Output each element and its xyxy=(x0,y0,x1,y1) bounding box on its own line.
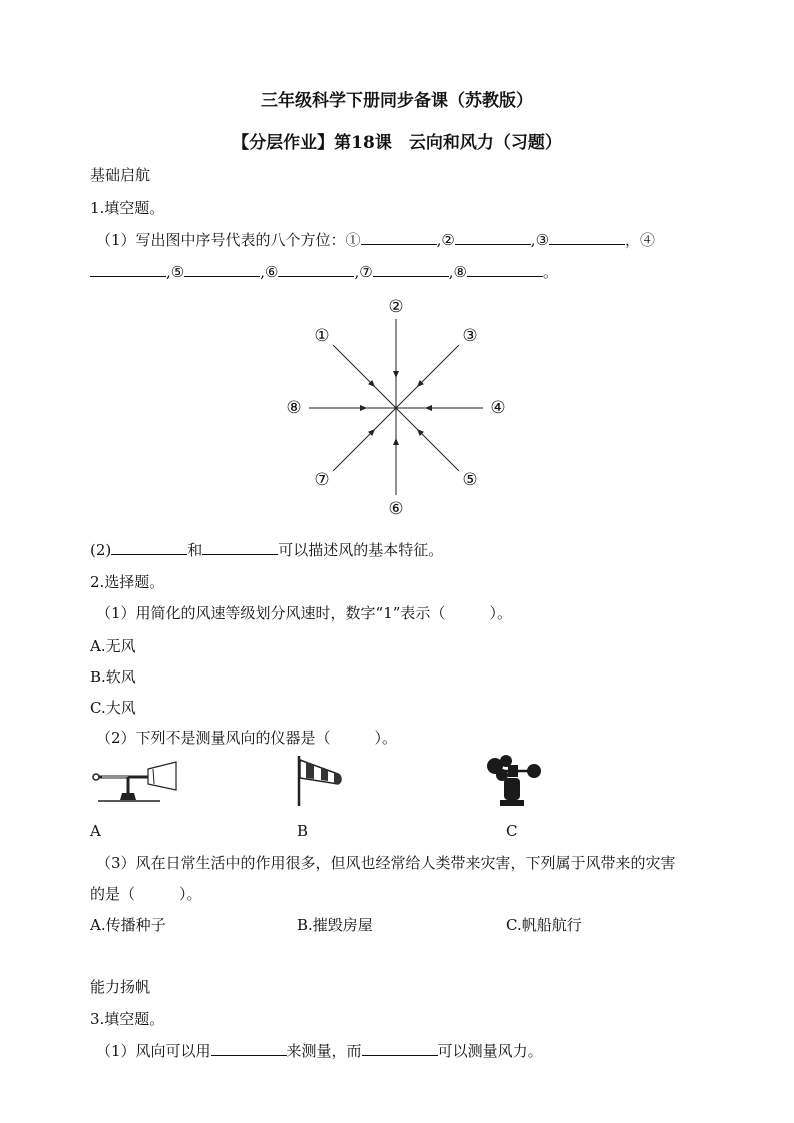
question-1-part-1-line-1 xyxy=(96,229,655,250)
question-2-part-1-stem xyxy=(96,602,512,623)
answer-blank-5[interactable] xyxy=(184,262,260,277)
compass-label-1: ① xyxy=(314,326,330,346)
question-2-part-3-stem-line-1: （3）风在日常生活中的作用很多，但风也经常给人类带来灾害，下列属于风带来的灾害 xyxy=(96,854,676,872)
anemometer-icon[interactable] xyxy=(482,752,552,812)
compass-label-2: ② xyxy=(388,297,404,317)
answer-blank-10[interactable] xyxy=(202,540,278,555)
image-label-a: A xyxy=(90,822,101,840)
option-a-spread-seeds[interactable]: A.传播种子 xyxy=(90,916,166,934)
sentence-end: 。 xyxy=(542,263,558,281)
stem-text: （1）用简化的风速等级划分风速时，数字“1”表示（ xyxy=(96,604,446,622)
compass-label-6: ⑥ xyxy=(388,499,404,519)
question-3-heading: 3.填空题。 xyxy=(90,1010,165,1028)
answer-blank-6[interactable] xyxy=(278,262,354,277)
option-b-destroy-houses[interactable]: B.摧毁房屋 xyxy=(297,916,373,934)
option-a-no-wind[interactable]: A.无风 xyxy=(90,637,136,655)
question-1-part-1-line-2 xyxy=(90,261,558,282)
compass-diagram xyxy=(277,290,517,530)
wind-vane-icon[interactable] xyxy=(88,755,188,805)
separator: , xyxy=(260,263,266,281)
question-2-part-2-stem xyxy=(96,727,397,748)
arrow-northwest xyxy=(333,345,375,387)
marker-2: ② xyxy=(441,231,455,249)
arrow-southwest xyxy=(333,429,375,471)
stem-text: （2）下列不是测量风向的仪器是（ xyxy=(96,729,331,747)
option-c-sailing[interactable]: C.帆船航行 xyxy=(506,916,582,934)
arrow-southeast xyxy=(417,429,459,471)
marker-6: ⑥ xyxy=(265,263,279,281)
stem-text-end: ）。 xyxy=(374,729,398,747)
image-label-b: B xyxy=(297,822,309,840)
compass-label-5: ⑤ xyxy=(462,470,478,490)
section-heading-ability: 能力扬帆 xyxy=(90,978,151,996)
marker-3: ③ xyxy=(535,231,550,249)
compass-label-4: ④ xyxy=(490,398,506,418)
image-label-c: C xyxy=(506,822,518,840)
separator: , xyxy=(530,231,536,249)
compass-label-8: ⑧ xyxy=(286,398,302,418)
compass-label-7: ⑦ xyxy=(314,470,330,490)
question-2-heading: 2.选择题。 xyxy=(90,573,165,591)
option-b-light-air[interactable]: B.软风 xyxy=(90,668,136,686)
answer-blank-1[interactable] xyxy=(361,230,437,245)
separator: , xyxy=(354,263,360,281)
compass-label-3: ③ xyxy=(462,326,478,346)
question-1-part-2 xyxy=(90,539,443,560)
marker-4: ④ xyxy=(640,231,656,249)
question-1-heading: 1.填空题。 xyxy=(90,199,165,217)
question-1-part-2-suffix: 可以描述风的基本特征。 xyxy=(278,541,444,559)
stem-text-end: ）。 xyxy=(179,885,202,903)
marker-1: ① xyxy=(345,231,361,249)
windsock-icon[interactable] xyxy=(294,752,354,810)
answer-blank-3[interactable] xyxy=(549,230,625,245)
answer-blank-7[interactable] xyxy=(373,262,449,277)
answer-blank-12[interactable] xyxy=(362,1041,438,1056)
lesson-subtitle: 【分层作业】第18课 云向和风力（习题） xyxy=(232,133,562,153)
question-3-part-1-suffix: 可以测量风力。 xyxy=(437,1042,543,1060)
question-1-part-1-prefix: （1）写出图中序号代表的八个方位： xyxy=(96,231,346,249)
separator: , xyxy=(436,231,442,249)
question-3-part-1 xyxy=(96,1040,543,1061)
answer-blank-4[interactable] xyxy=(90,262,166,277)
conjunction: 和 xyxy=(187,541,203,559)
arrow-northeast xyxy=(417,345,459,387)
section-heading-basic: 基础启航 xyxy=(90,166,151,184)
answer-blank-2[interactable] xyxy=(455,230,531,245)
question-1-part-2-prefix: (2) xyxy=(90,541,112,559)
answer-blank-8[interactable] xyxy=(467,262,543,277)
question-2-part-3-stem-line-2 xyxy=(90,883,202,904)
marker-8: ⑧ xyxy=(453,263,467,281)
separator: , xyxy=(166,263,171,281)
answer-blank-11[interactable] xyxy=(211,1041,287,1056)
option-c-strong-wind[interactable]: C.大风 xyxy=(90,699,136,717)
marker-5: ⑤ xyxy=(170,263,185,281)
question-3-part-1-middle: 来测量，而 xyxy=(286,1042,362,1060)
separator: , xyxy=(448,263,454,281)
separator: ， xyxy=(625,231,641,249)
stem-text-end: ）。 xyxy=(489,604,512,622)
marker-7: ⑦ xyxy=(359,263,373,281)
stem-text: 的是（ xyxy=(90,885,136,903)
question-3-part-1-prefix: （1）风向可以用 xyxy=(96,1042,211,1060)
worksheet-title: 三年级科学下册同步备课（苏教版） xyxy=(261,91,533,111)
answer-blank-9[interactable] xyxy=(111,540,187,555)
